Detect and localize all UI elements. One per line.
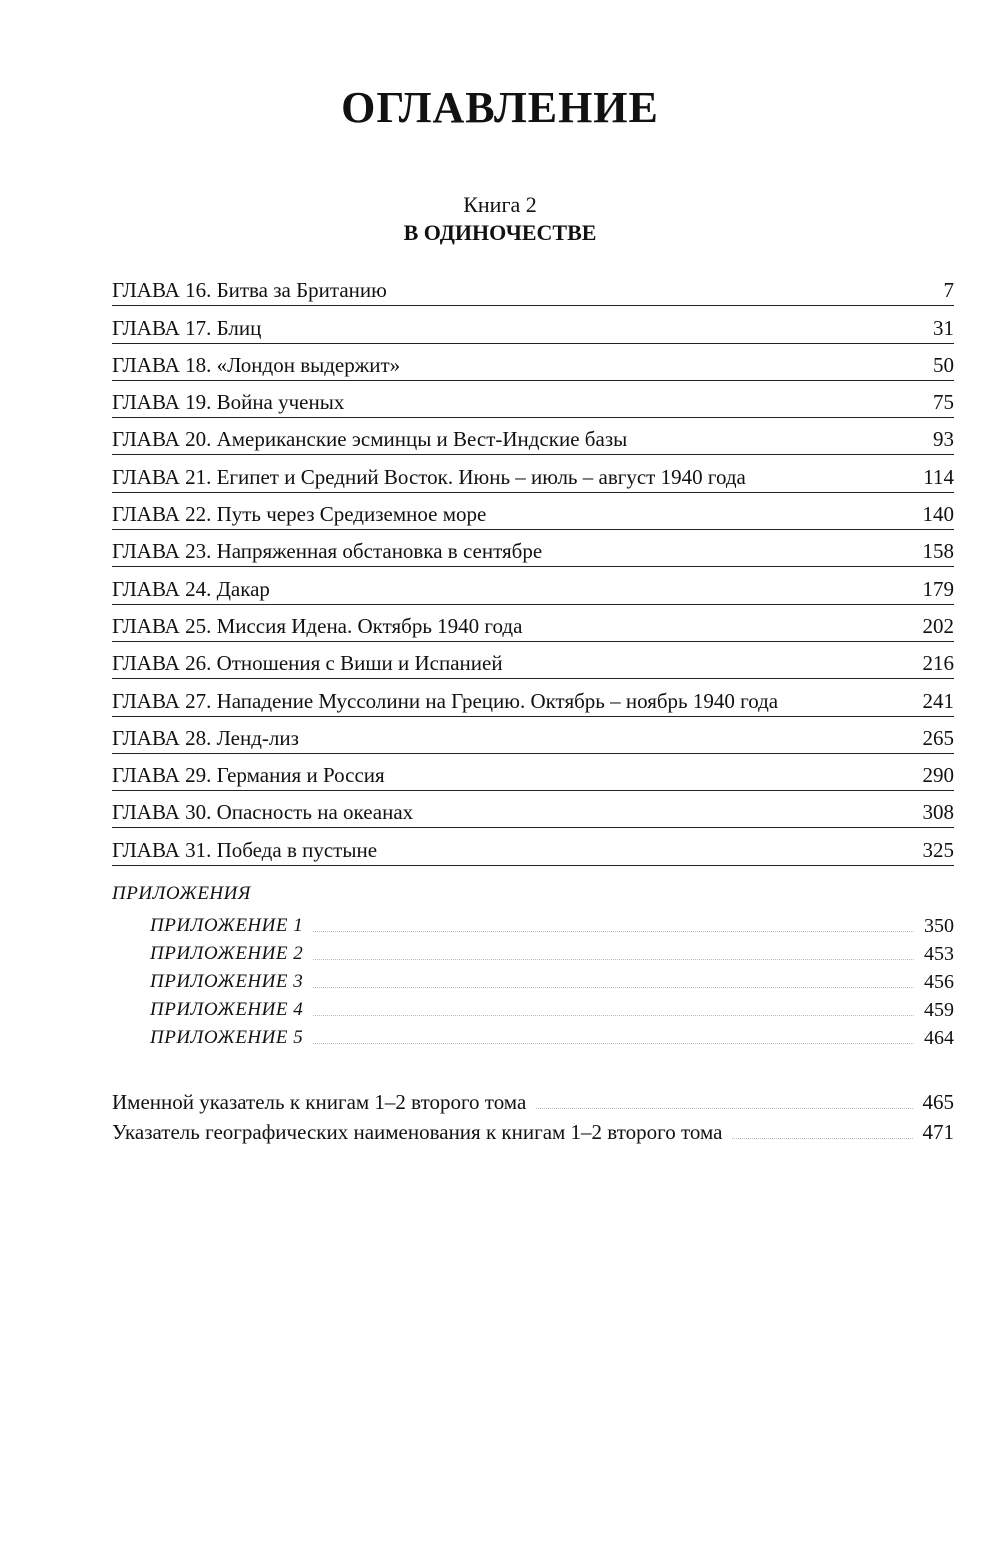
appendix-title: ПРИЛОЖЕНИЕ 1 xyxy=(150,915,304,936)
dot-leader xyxy=(313,1042,914,1044)
chapter-page-number: 31 xyxy=(933,315,954,340)
chapter-title: ГЛАВА 21. Египет и Средний Восток. Июнь – июль – август 1940 года xyxy=(112,464,746,489)
chapter-title: ГЛАВА 31. Победа в пустыне xyxy=(112,837,378,862)
chapter-page-number: 7 xyxy=(943,278,954,303)
chapter-row[interactable] xyxy=(112,418,954,455)
chapter-title: ГЛАВА 23. Напряженная обстановка в сентябре xyxy=(112,539,543,564)
chapter-row[interactable] xyxy=(112,642,954,679)
appendix-title: ПРИЛОЖЕНИЕ 2 xyxy=(150,943,304,964)
appendix-page-number: 350 xyxy=(924,915,954,937)
chapter-title: ГЛАВА 27. Нападение Муссолини на Грецию. Октябрь – ноябрь 1940 года xyxy=(112,688,779,713)
chapter-row[interactable] xyxy=(112,791,954,828)
appendix-page-number: 456 xyxy=(924,971,954,993)
index-title: Указатель географических наименования к книгам 1–2 второго тома xyxy=(112,1120,723,1144)
chapter-page-number: 325 xyxy=(922,837,954,862)
chapter-row[interactable] xyxy=(112,530,954,567)
appendix-title: ПРИЛОЖЕНИЕ 4 xyxy=(150,999,304,1020)
index-page-number: 465 xyxy=(922,1090,954,1114)
chapter-row[interactable] xyxy=(112,381,954,418)
chapter-title: ГЛАВА 19. Война ученых xyxy=(112,390,345,415)
chapter-row[interactable] xyxy=(112,455,954,492)
chapter-page-number: 308 xyxy=(922,800,954,825)
chapter-page-number: 50 xyxy=(933,352,954,377)
chapter-row[interactable] xyxy=(112,493,954,530)
chapter-row[interactable] xyxy=(112,754,954,791)
chapter-title: ГЛАВА 18. «Лондон выдержит» xyxy=(112,352,401,377)
appendix-title: ПРИЛОЖЕНИЕ 5 xyxy=(150,1027,304,1048)
chapter-row[interactable] xyxy=(112,679,954,716)
chapter-page-number: 93 xyxy=(933,427,954,452)
chapter-page-number: 75 xyxy=(933,390,954,415)
appendix-list xyxy=(150,910,954,1050)
dot-leader xyxy=(536,1107,912,1109)
book-title: В ОДИНОЧЕСТВЕ xyxy=(403,220,597,245)
chapter-title: ГЛАВА 20. Американские эсминцы и Вест-Индские базы xyxy=(112,427,628,452)
chapter-title: ГЛАВА 25. Миссия Идена. Октябрь 1940 года xyxy=(112,613,523,638)
chapter-title: ГЛАВА 29. Германия и Россия xyxy=(112,763,385,788)
chapter-title: ГЛАВА 22. Путь через Средиземное море xyxy=(112,502,487,527)
appendix-title: ПРИЛОЖЕНИЕ 3 xyxy=(150,971,304,992)
index-row[interactable] xyxy=(112,1115,954,1145)
chapter-page-number: 202 xyxy=(922,613,954,638)
appendices-heading: ПРИЛОЖЕНИЯ xyxy=(112,883,251,904)
appendix-row[interactable] xyxy=(150,910,954,938)
chapter-title: ГЛАВА 16. Битва за Британию xyxy=(112,278,387,303)
appendix-row[interactable] xyxy=(150,994,954,1022)
chapter-title: ГЛАВА 24. Дакар xyxy=(112,576,270,601)
chapter-page-number: 140 xyxy=(922,502,954,527)
chapter-page-number: 179 xyxy=(922,576,954,601)
dot-leader xyxy=(313,986,914,988)
dot-leader xyxy=(313,930,914,932)
chapter-row[interactable] xyxy=(112,605,954,642)
appendix-row[interactable] xyxy=(150,938,954,966)
chapter-page-number: 158 xyxy=(922,539,954,564)
dot-leader xyxy=(313,958,914,960)
chapter-row[interactable] xyxy=(112,567,954,604)
chapter-list xyxy=(112,269,954,866)
chapter-row[interactable] xyxy=(112,717,954,754)
book-label: Книга 2 xyxy=(463,192,537,217)
appendix-page-number: 459 xyxy=(924,999,954,1021)
index-row[interactable] xyxy=(112,1085,954,1115)
dot-leader xyxy=(313,1014,914,1016)
chapter-row[interactable] xyxy=(112,344,954,381)
chapter-page-number: 216 xyxy=(922,651,954,676)
appendix-row[interactable] xyxy=(150,1022,954,1050)
index-list xyxy=(112,1085,954,1145)
chapter-row[interactable] xyxy=(112,828,954,865)
appendix-page-number: 453 xyxy=(924,943,954,965)
chapter-title: ГЛАВА 26. Отношения с Виши и Испанией xyxy=(112,651,503,676)
index-title: Именной указатель к книгам 1–2 второго тома xyxy=(112,1090,527,1114)
chapter-page-number: 114 xyxy=(923,464,954,489)
chapter-page-number: 241 xyxy=(922,688,954,713)
appendix-page-number: 464 xyxy=(924,1027,954,1049)
chapter-title: ГЛАВА 17. Блиц xyxy=(112,315,262,340)
chapter-page-number: 265 xyxy=(922,725,954,750)
appendix-row[interactable] xyxy=(150,966,954,994)
index-page-number: 471 xyxy=(922,1120,954,1144)
dot-leader xyxy=(732,1137,912,1139)
chapter-title: ГЛАВА 28. Ленд-лиз xyxy=(112,725,299,750)
page-title: ОГЛАВЛЕНИЕ xyxy=(341,83,659,132)
chapter-page-number: 290 xyxy=(922,763,954,788)
chapter-row[interactable] xyxy=(112,306,954,343)
chapter-title: ГЛАВА 30. Опасность на океанах xyxy=(112,800,414,825)
chapter-row[interactable] xyxy=(112,269,954,306)
